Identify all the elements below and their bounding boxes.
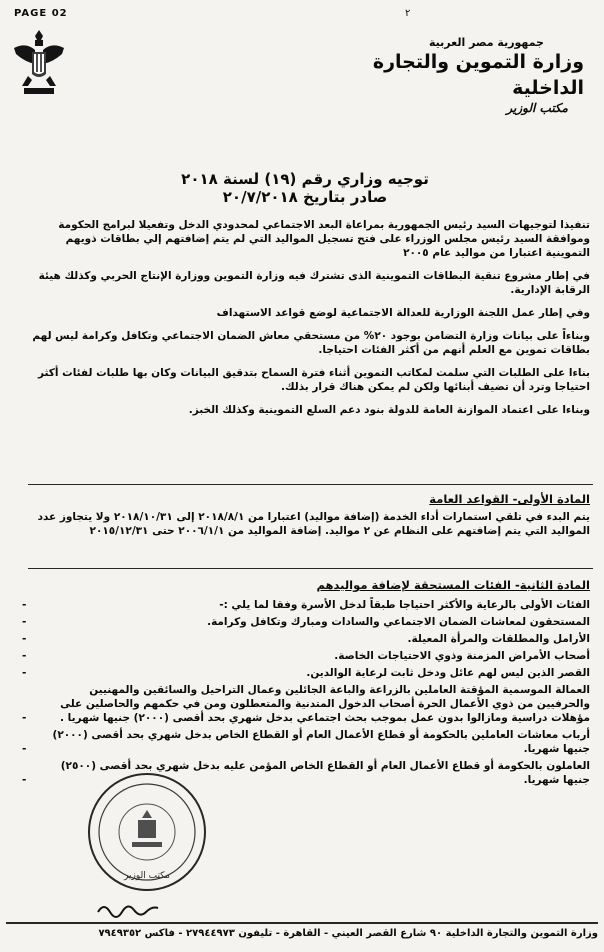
office-name: مكتب الوزير — [506, 101, 568, 115]
list-item: المستحقون لمعاشات الضمان الاجتماعي والسادات ومبارك وتكافل وكرامة. - — [40, 615, 590, 629]
preamble-paragraph: بناءا على الطلبات التي سلمت لمكاتب التموين أثناء فترة السماح بتدقيق البيانات وكان بها طلبات لفئات أكثر احتياجا وترد أن تضيف أبنائها ولكن لم يمكن هناك قرار بذلك. — [37, 367, 590, 393]
article-1 — [26, 492, 590, 547]
preamble-paragraph: تنفيذا لتوجيهات السيد رئيس الجمهورية بمراعاة البعد الاجتماعي لمحدودي الدخل وتفعيلا لبرامج الحكومة وموافقة السيد رئيس مجلس الوزراء على فتح تسجيل المواليد التي لم يتم إضافتهم إلي بطاقات ذويهم التموينية اعتبارا من مواليد عام ٢٠٠٥ — [58, 219, 590, 259]
list-item: أرباب معاشات العاملين بالحكومة أو قطاع الأعمال العام أو القطاع الخاص بدخل شهري بحد أقصى (٢٠٠٠) جنيها شهريا. - — [40, 728, 590, 756]
list-item: الأرامل والمطلقات والمرأة المعيلة. - — [40, 632, 590, 646]
country-name: جمهورية مصر العربية — [429, 36, 544, 49]
article-1-text: يتم البدء في تلقي استمارات أداء الخدمة (إضافة مواليد) اعتبارا من ٢٠١٨/٨/١ إلى ٢٠١٨/١٠/٣١ ولا يتجاوز عدد المواليد التي يتم إضافتهم على النظام عن ٢ مواليد. إضافة المواليد من ٢٠٠٦/١/١ حتى ٢٠١٥/١٢/٣١ — [37, 511, 590, 537]
official-seal-icon — [82, 770, 212, 895]
page-label: PAGE — [14, 8, 48, 19]
list-item: العاملون بالحكومة أو قطاع الأعمال العام أو القطاع الخاص المؤمن عليه بدخل شهري بحد أقصى (٢٥٠٠) جنيها شهريا. - — [40, 759, 590, 787]
list-item: أصحاب الأمراض المزمنة وذوي الاحتياجات الخاصة. - — [40, 649, 590, 663]
page-number-mark — [14, 8, 68, 19]
preamble-paragraph: وبناءاً على بيانات وزارة التضامن بوجود ٢٠% من مستحقي معاش الضمان الاجتماعي وتكافل وكرامة ليس لهم بطاقات تموين مع العلم أنهم من أكثر الفئات احتياجا. — [32, 330, 590, 356]
directive-number: توجيه وزاري رقم (١٩) لسنة ٢٠١٨ — [181, 170, 429, 188]
ink-dot: ٢ — [405, 8, 411, 19]
eagle-emblem-icon — [10, 26, 68, 98]
preamble-paragraph: وبناءا على اعتماد الموازنة العامة للدولة بنود دعم السلع التموينية وكذلك الخبز. — [188, 404, 590, 416]
divider — [28, 568, 593, 569]
article-1-heading: المادة الأولى- القواعد العامة — [429, 492, 590, 506]
preamble-paragraph: وفي إطار عمل اللجنة الوزارية للعدالة الاجتماعية لوضع قواعد الاستهداف — [216, 307, 590, 319]
list-item: العمالة الموسمية المؤقتة العاملين بالزراعة والباعة الجائلين وعمال التراحيل والسائقين والمهنيين والحرفيين من ذوي الأعمال الحرة أصحاب الدخول المتدنية والمتعطلون ومن في حكمهم والحاصلين على مؤهلات دراسية ومازالوا بدون عمل بموجب بحث اجتماعي بدخل شهري بحد أقصى (٢٠٠٠) جنيها شهريا . - — [40, 683, 590, 725]
divider — [28, 484, 593, 485]
directive-title — [180, 170, 430, 206]
letterhead — [304, 36, 584, 115]
preamble-paragraph: في إطار مشروع تنقية البطاقات التموينية الذى تشترك فيه وزارة التموين ووزارة الإنتاج الحربي وكذلك هيئة الرقابة الإدارية. — [38, 270, 590, 296]
footer-address: وزارة التموين والتجارة الداخلية ٩٠ شارع القصر العيني - القاهرة - تليفون ٢٧٩٤٤٩٧٣ - فاكس ٧٩٤٩٣٥٢ — [98, 928, 598, 939]
list-item: القصر الذين ليس لهم عائل ودخل ثابت لرعاية الوالدين. - — [40, 666, 590, 680]
signature-icon — [96, 898, 166, 920]
ministry-name: وزارة التموين والتجارة الداخلية — [372, 51, 584, 99]
footer-divider — [6, 922, 598, 924]
preamble — [26, 218, 590, 426]
article-2-heading: المادة الثانية- الفئات المستحقة لإضافة مواليدهم — [316, 578, 590, 592]
list-item: الفئات الأولى بالرعاية والأكثر احتياجا طبقاً لدخل الأسرة وفقا لما يلي :- - — [40, 598, 590, 612]
page-number: 02 — [51, 8, 68, 19]
seal-label: مكتب الوزير — [124, 871, 170, 881]
article-2 — [40, 578, 590, 790]
eligible-groups-list — [40, 598, 590, 787]
directive-date: صادر بتاريخ ٢٠/٧/٢٠١٨ — [222, 188, 388, 206]
